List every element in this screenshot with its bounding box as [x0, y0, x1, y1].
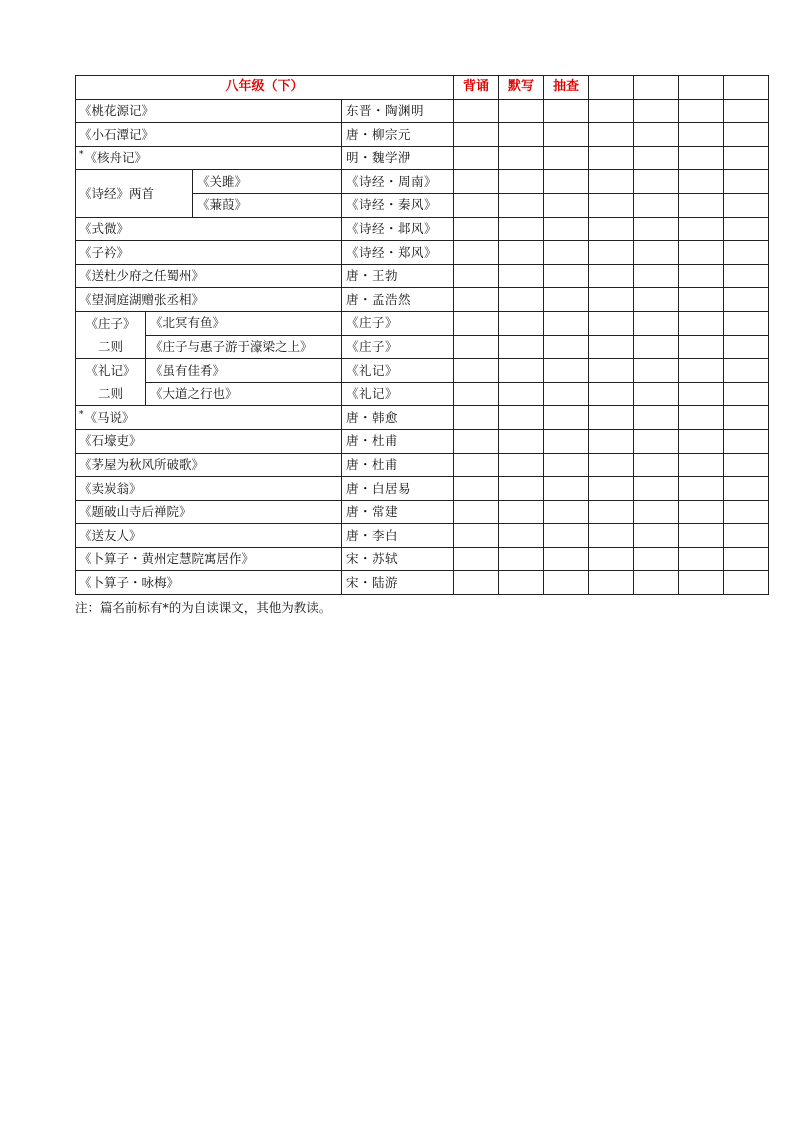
check-cell[interactable]	[544, 524, 589, 548]
check-cell[interactable]	[679, 99, 724, 123]
text-author: 《庄子》	[342, 311, 454, 335]
check-cell[interactable]	[679, 382, 724, 406]
check-cell[interactable]	[544, 406, 589, 430]
check-cell[interactable]	[679, 288, 724, 312]
check-cell[interactable]	[724, 99, 769, 123]
check-cell[interactable]	[679, 359, 724, 383]
check-cell[interactable]	[724, 524, 769, 548]
check-cell[interactable]	[724, 335, 769, 359]
check-cell[interactable]	[679, 524, 724, 548]
check-cell[interactable]	[499, 123, 544, 147]
check-cell[interactable]	[589, 406, 634, 430]
check-cell[interactable]	[454, 288, 499, 312]
text-title: 《送友人》	[76, 524, 342, 548]
check-cell[interactable]	[724, 477, 769, 501]
check-cell[interactable]	[589, 241, 634, 265]
table-row	[76, 406, 769, 430]
check-cell[interactable]	[544, 123, 589, 147]
check-cell[interactable]	[544, 359, 589, 383]
check-cell[interactable]	[634, 288, 679, 312]
check-cell[interactable]	[634, 382, 679, 406]
check-cell[interactable]	[499, 406, 544, 430]
check-cell[interactable]	[634, 241, 679, 265]
check-cell[interactable]	[544, 311, 589, 335]
check-cell[interactable]	[544, 429, 589, 453]
check-cell[interactable]	[589, 99, 634, 123]
table-row	[76, 99, 769, 123]
check-cell[interactable]	[544, 193, 589, 217]
table-row	[76, 170, 769, 194]
text-title: 《茅屋为秋风所破歌》	[76, 453, 342, 477]
table-row	[76, 477, 769, 501]
group-title: 《诗经》两首	[76, 170, 193, 217]
text-author: 宋・陆游	[342, 571, 454, 595]
check-cell[interactable]	[544, 217, 589, 241]
text-title: 《虽有佳肴》	[146, 359, 342, 383]
check-cell[interactable]	[724, 217, 769, 241]
check-cell[interactable]	[544, 453, 589, 477]
text-title: 《卜算子・黄州定慧院寓居作》	[76, 547, 342, 571]
text-author: 明・魏学洢	[342, 146, 454, 170]
check-cell[interactable]	[724, 193, 769, 217]
recitation-checklist-table	[75, 75, 769, 595]
col-blank	[724, 76, 769, 100]
check-cell[interactable]	[454, 571, 499, 595]
text-title: 《北冥有鱼》	[146, 311, 342, 335]
check-cell[interactable]	[634, 477, 679, 501]
check-cell[interactable]	[589, 500, 634, 524]
table-row	[76, 123, 769, 147]
check-cell[interactable]	[499, 547, 544, 571]
text-title: 《式微》	[76, 217, 342, 241]
table-row	[76, 571, 769, 595]
check-cell[interactable]	[589, 453, 634, 477]
check-cell[interactable]	[634, 571, 679, 595]
text-author: 唐・韩愈	[342, 406, 454, 430]
group-title	[76, 311, 146, 358]
check-cell[interactable]	[589, 477, 634, 501]
check-cell[interactable]	[454, 193, 499, 217]
check-cell[interactable]	[589, 311, 634, 335]
check-cell[interactable]	[634, 429, 679, 453]
check-cell[interactable]	[454, 146, 499, 170]
check-cell[interactable]	[589, 264, 634, 288]
text-title: 《马说》	[84, 409, 135, 425]
check-cell[interactable]	[454, 406, 499, 430]
check-cell[interactable]	[454, 241, 499, 265]
check-cell[interactable]	[724, 547, 769, 571]
check-cell[interactable]	[544, 146, 589, 170]
text-title: 《庄子与惠子游于濠梁之上》	[146, 335, 342, 359]
check-cell[interactable]	[679, 146, 724, 170]
check-cell[interactable]	[499, 146, 544, 170]
check-cell[interactable]	[499, 429, 544, 453]
text-author: 《诗经・郑风》	[342, 241, 454, 265]
check-cell[interactable]	[724, 382, 769, 406]
text-author: 唐・杜甫	[342, 453, 454, 477]
check-cell[interactable]	[589, 288, 634, 312]
check-cell[interactable]	[499, 500, 544, 524]
text-author: 唐・柳宗元	[342, 123, 454, 147]
check-cell[interactable]	[499, 477, 544, 501]
check-cell[interactable]	[634, 406, 679, 430]
check-cell[interactable]	[454, 123, 499, 147]
text-author: 东晋・陶渊明	[342, 99, 454, 123]
table-row	[76, 500, 769, 524]
check-cell[interactable]	[589, 170, 634, 194]
check-cell[interactable]	[679, 547, 724, 571]
check-cell[interactable]	[589, 217, 634, 241]
self-study-marker: *	[79, 150, 84, 161]
text-title: 《卜算子・咏梅》	[76, 571, 342, 595]
check-cell[interactable]	[454, 477, 499, 501]
text-author: 唐・孟浩然	[342, 288, 454, 312]
text-title: 《大道之行也》	[146, 382, 342, 406]
check-cell[interactable]	[454, 382, 499, 406]
col-dictate: 默写	[499, 76, 544, 100]
check-cell[interactable]	[634, 193, 679, 217]
text-author: 唐・李白	[342, 524, 454, 548]
check-cell[interactable]	[544, 547, 589, 571]
group-title-line2: 二则	[97, 386, 123, 402]
text-author: 唐・杜甫	[342, 429, 454, 453]
check-cell[interactable]	[544, 264, 589, 288]
text-title: 《桃花源记》	[76, 99, 342, 123]
check-cell[interactable]	[634, 335, 679, 359]
check-cell[interactable]	[589, 335, 634, 359]
text-author: 《诗经・秦风》	[342, 193, 454, 217]
group-title-line1: 《庄子》	[85, 316, 136, 332]
table-row	[76, 264, 769, 288]
check-cell[interactable]	[499, 170, 544, 194]
check-cell[interactable]	[454, 99, 499, 123]
text-title: 《卖炭翁》	[76, 477, 342, 501]
check-cell[interactable]	[679, 429, 724, 453]
check-cell[interactable]	[724, 241, 769, 265]
check-cell[interactable]	[454, 359, 499, 383]
check-cell[interactable]	[499, 241, 544, 265]
text-title: 《望洞庭湖赠张丞相》	[76, 288, 342, 312]
check-cell[interactable]	[589, 524, 634, 548]
check-cell[interactable]	[499, 335, 544, 359]
check-cell[interactable]	[544, 382, 589, 406]
text-author: 《庄子》	[342, 335, 454, 359]
text-title-self-study	[76, 146, 342, 170]
check-cell[interactable]	[724, 406, 769, 430]
text-author: 《礼记》	[342, 359, 454, 383]
table-row	[76, 335, 769, 359]
group-title-line2: 二则	[97, 339, 123, 355]
text-title-self-study	[76, 406, 342, 430]
check-cell[interactable]	[634, 359, 679, 383]
table-row	[76, 146, 769, 170]
check-cell[interactable]	[679, 193, 724, 217]
check-cell[interactable]	[679, 241, 724, 265]
col-spotcheck: 抽查	[544, 76, 589, 100]
check-cell[interactable]	[454, 264, 499, 288]
check-cell[interactable]	[454, 170, 499, 194]
check-cell[interactable]	[589, 123, 634, 147]
table-row	[76, 288, 769, 312]
table-row	[76, 453, 769, 477]
check-cell[interactable]	[454, 453, 499, 477]
grade-header: 八年级（下）	[76, 76, 454, 100]
check-cell[interactable]	[589, 429, 634, 453]
check-cell[interactable]	[724, 288, 769, 312]
check-cell[interactable]	[544, 335, 589, 359]
check-cell[interactable]	[499, 99, 544, 123]
check-cell[interactable]	[499, 453, 544, 477]
check-cell[interactable]	[634, 99, 679, 123]
check-cell[interactable]	[679, 264, 724, 288]
table-row	[76, 241, 769, 265]
text-title: 《题破山寺后禅院》	[76, 500, 342, 524]
check-cell[interactable]	[499, 311, 544, 335]
text-title: 《核舟记》	[84, 150, 148, 166]
check-cell[interactable]	[634, 123, 679, 147]
text-title: 《蒹葭》	[193, 193, 342, 217]
check-cell[interactable]	[679, 453, 724, 477]
text-author: 唐・王勃	[342, 264, 454, 288]
check-cell[interactable]	[499, 382, 544, 406]
check-cell[interactable]	[679, 500, 724, 524]
text-title: 《子衿》	[76, 241, 342, 265]
check-cell[interactable]	[634, 264, 679, 288]
check-cell[interactable]	[454, 429, 499, 453]
check-cell[interactable]	[634, 146, 679, 170]
text-author: 《诗经・周南》	[342, 170, 454, 194]
table-row	[76, 547, 769, 571]
check-cell[interactable]	[544, 288, 589, 312]
check-cell[interactable]	[679, 406, 724, 430]
text-author: 《礼记》	[342, 382, 454, 406]
check-cell[interactable]	[724, 359, 769, 383]
check-cell[interactable]	[499, 359, 544, 383]
check-cell[interactable]	[499, 217, 544, 241]
check-cell[interactable]	[589, 146, 634, 170]
check-cell[interactable]	[499, 524, 544, 548]
check-cell[interactable]	[634, 500, 679, 524]
text-title: 《送杜少府之任蜀州》	[76, 264, 342, 288]
col-blank	[589, 76, 634, 100]
check-cell[interactable]	[454, 311, 499, 335]
table-row	[76, 311, 769, 335]
check-cell[interactable]	[589, 382, 634, 406]
text-author: 唐・常建	[342, 500, 454, 524]
check-cell[interactable]	[454, 547, 499, 571]
check-cell[interactable]	[499, 288, 544, 312]
check-cell[interactable]	[679, 123, 724, 147]
header-row	[76, 76, 769, 100]
check-cell[interactable]	[634, 547, 679, 571]
check-cell[interactable]	[724, 170, 769, 194]
group-title	[76, 359, 146, 406]
check-cell[interactable]	[544, 241, 589, 265]
text-author: 唐・白居易	[342, 477, 454, 501]
check-cell[interactable]	[724, 453, 769, 477]
check-cell[interactable]	[634, 524, 679, 548]
table-row	[76, 382, 769, 406]
check-cell[interactable]	[634, 217, 679, 241]
check-cell[interactable]	[679, 571, 724, 595]
check-cell[interactable]	[634, 453, 679, 477]
check-cell[interactable]	[499, 571, 544, 595]
check-cell[interactable]	[589, 193, 634, 217]
table-row	[76, 429, 769, 453]
check-cell[interactable]	[544, 170, 589, 194]
check-cell[interactable]	[454, 500, 499, 524]
check-cell[interactable]	[544, 477, 589, 501]
check-cell[interactable]	[454, 335, 499, 359]
check-cell[interactable]	[589, 547, 634, 571]
group-title-line1: 《礼记》	[85, 363, 136, 379]
text-author: 《诗经・邶风》	[342, 217, 454, 241]
table-row	[76, 217, 769, 241]
check-cell[interactable]	[544, 500, 589, 524]
check-cell[interactable]	[499, 193, 544, 217]
check-cell[interactable]	[679, 477, 724, 501]
table-row	[76, 524, 769, 548]
self-study-marker: *	[79, 409, 84, 420]
check-cell[interactable]	[544, 571, 589, 595]
check-cell[interactable]	[589, 359, 634, 383]
text-author: 宋・苏轼	[342, 547, 454, 571]
check-cell[interactable]	[499, 264, 544, 288]
text-title: 《关雎》	[193, 170, 342, 194]
check-cell[interactable]	[724, 429, 769, 453]
check-cell[interactable]	[724, 500, 769, 524]
col-blank	[634, 76, 679, 100]
check-cell[interactable]	[679, 170, 724, 194]
text-title: 《石壕吏》	[76, 429, 342, 453]
col-blank	[679, 76, 724, 100]
check-cell[interactable]	[724, 146, 769, 170]
text-title: 《小石潭记》	[76, 123, 342, 147]
check-cell[interactable]	[454, 524, 499, 548]
check-cell[interactable]	[454, 217, 499, 241]
check-cell[interactable]	[634, 311, 679, 335]
check-cell[interactable]	[634, 170, 679, 194]
check-cell[interactable]	[544, 99, 589, 123]
check-cell[interactable]	[679, 311, 724, 335]
table-row	[76, 359, 769, 383]
check-cell[interactable]	[679, 217, 724, 241]
check-cell[interactable]	[724, 571, 769, 595]
check-cell[interactable]	[724, 264, 769, 288]
check-cell[interactable]	[679, 335, 724, 359]
check-cell[interactable]	[724, 123, 769, 147]
check-cell[interactable]	[589, 571, 634, 595]
footnote: 注：篇名前标有*的为自读课文，其他为教读。	[75, 600, 332, 615]
col-recite: 背诵	[454, 76, 499, 100]
check-cell[interactable]	[724, 311, 769, 335]
